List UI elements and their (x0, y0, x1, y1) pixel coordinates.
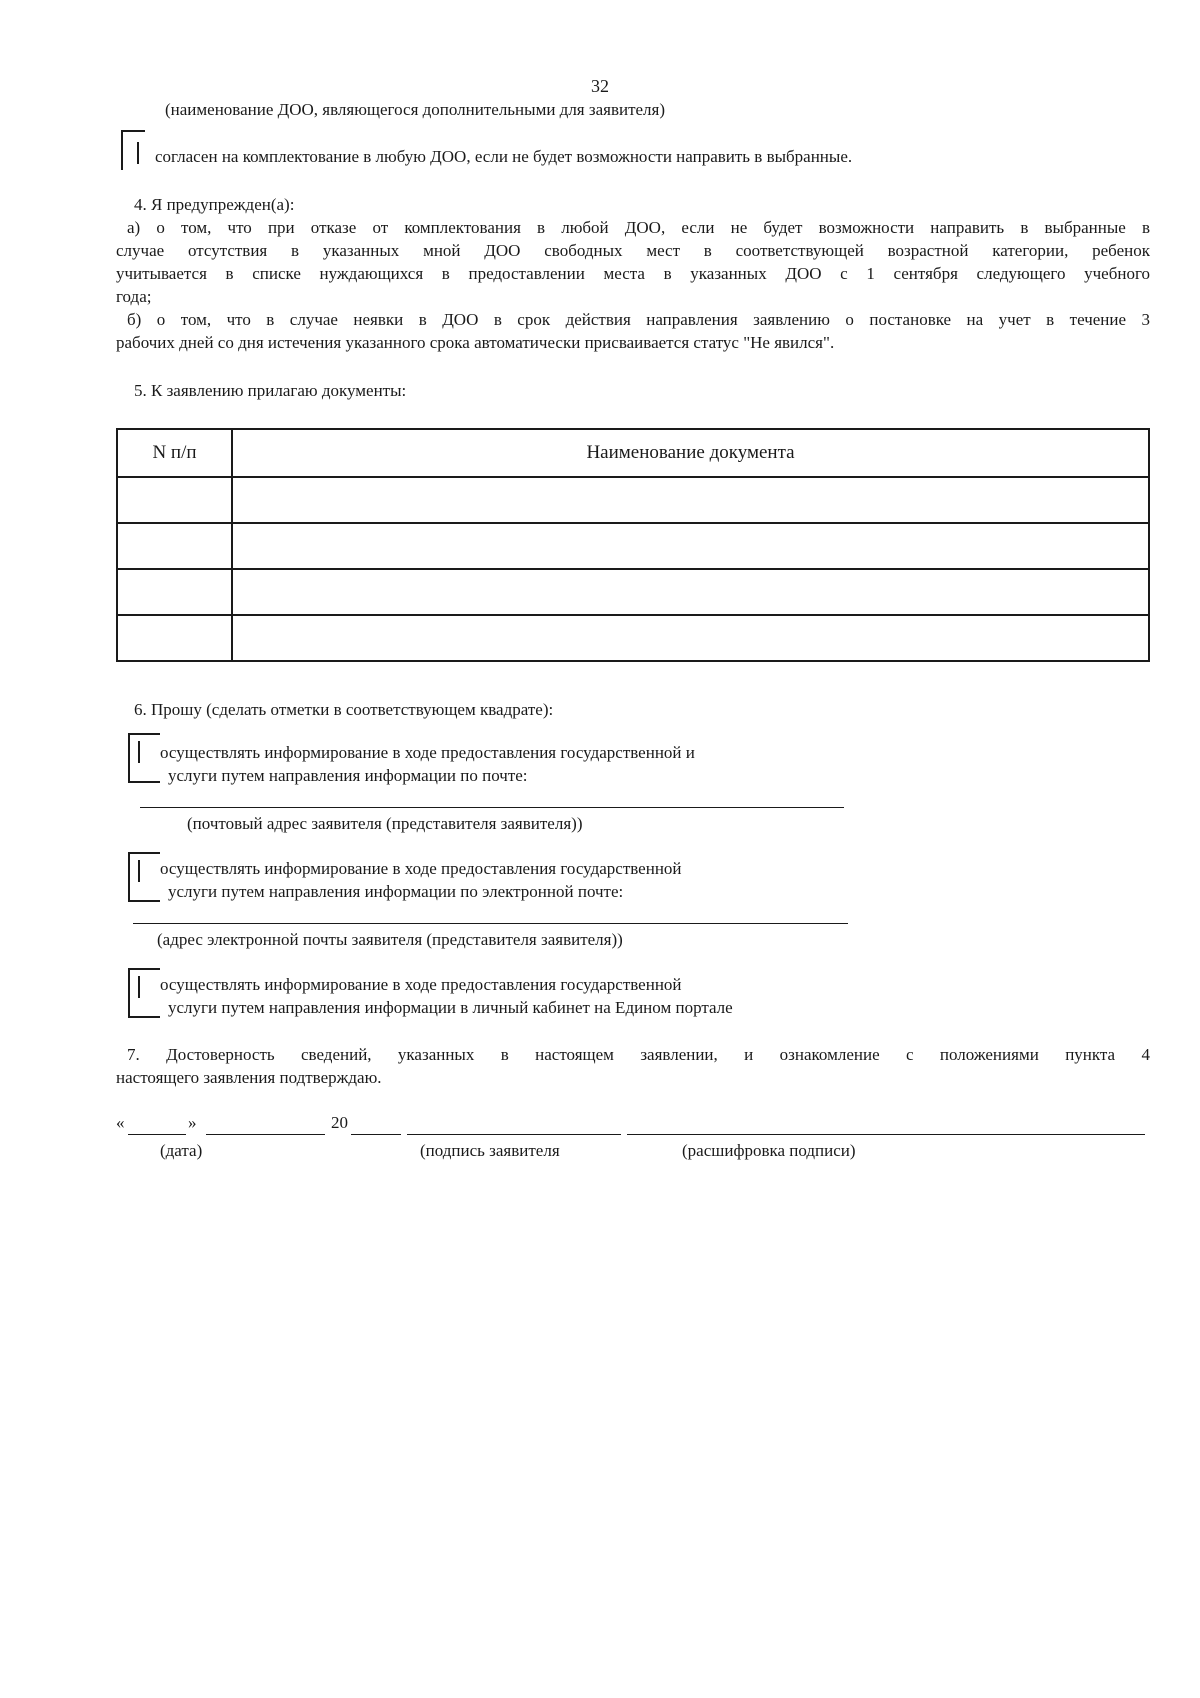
year-prefix: 20 (331, 1113, 348, 1132)
signature-line[interactable] (407, 1134, 621, 1135)
table-cell-document[interactable] (232, 615, 1149, 661)
section-7-line-2: настоящего заявления подтверждаю. (116, 1068, 382, 1087)
section-5-heading: 5. К заявлению прилагаю документы: (134, 381, 407, 400)
date-year-line[interactable] (351, 1134, 401, 1135)
table-cell-number[interactable] (117, 615, 232, 661)
checkbox-portal[interactable] (128, 968, 160, 1018)
option-email-line-1: осуществлять информирование в ходе предоставления государственной (160, 859, 682, 878)
table-header-number: N п/п (117, 429, 232, 477)
section-4a-line-4: года; (116, 287, 152, 306)
table-cell-document[interactable] (232, 569, 1149, 615)
postal-address-caption: (почтовый адрес заявителя (представителя заявителя)) (187, 814, 583, 833)
section-4a-line-2: случае отсутствия в указанных мной ДОО свободных мест в соответствующей возрастной категории, ребенок (116, 241, 1150, 260)
label-decoding: (расшифровка подписи) (682, 1141, 856, 1160)
option-email-line-2: услуги путем направления информации по электронной почте: (168, 882, 624, 901)
section-6-heading: 6. Прошу (сделать отметки в соответствующем квадрате): (134, 700, 554, 719)
checkbox-postal[interactable] (128, 733, 160, 783)
table-cell-document[interactable] (232, 477, 1149, 523)
date-open-quote: « (116, 1113, 125, 1132)
option-postal-line-1: осуществлять информирование в ходе предоставления государственной и (160, 743, 695, 762)
table-row (117, 569, 1149, 615)
table-row (117, 615, 1149, 661)
section-4a-line-3: учитывается в списке нуждающихся в предоставлении места в указанных ДОО с 1 сентября следующего учебного (116, 264, 1150, 283)
decoding-line[interactable] (627, 1134, 1145, 1135)
email-address-caption: (адрес электронной почты заявителя (представителя заявителя)) (157, 930, 623, 949)
table-cell-number[interactable] (117, 569, 232, 615)
section-4b-line-1: б) о том, что в случае неявки в ДОО в срок действия направления заявлению о постановке на учет в течение 3 (127, 310, 1150, 329)
email-address-line[interactable] (133, 923, 848, 924)
label-signature: (подпись заявителя (420, 1141, 560, 1160)
page-number: 32 (591, 76, 609, 96)
option-portal-line-2: услуги путем направления информации в личный кабинет на Едином портале (168, 998, 733, 1017)
date-month-line[interactable] (206, 1134, 325, 1135)
option-postal-line-2: услуги путем направления информации по почте: (168, 766, 528, 785)
label-date: (дата) (160, 1141, 203, 1160)
checkbox-agree[interactable] (121, 130, 145, 170)
section-3-caption: (наименование ДОО, являющегося дополнительными для заявителя) (165, 100, 666, 119)
section-4a-line-1: а) о том, что при отказе от комплектования в любой ДОО, если не будет возможности направить в выбранные в (127, 218, 1150, 237)
table-row (117, 523, 1149, 569)
table-header-row (117, 429, 1149, 477)
section-4-heading: 4. Я предупрежден(а): (134, 195, 295, 214)
option-portal-line-1: осуществлять информирование в ходе предоставления государственной (160, 975, 682, 994)
checkbox-email[interactable] (128, 852, 160, 902)
documents-table (116, 428, 1150, 662)
table-cell-number[interactable] (117, 477, 232, 523)
table-cell-document[interactable] (232, 523, 1149, 569)
section-7-line-1: 7. Достоверность сведений, указанных в настоящем заявлении, и ознакомление с положениями пункта 4 (127, 1045, 1150, 1064)
table-row (117, 477, 1149, 523)
postal-address-line[interactable] (140, 807, 844, 808)
date-day-line[interactable] (128, 1134, 186, 1135)
section-3-agree-text: согласен на комплектование в любую ДОО, если не будет возможности направить в выбранные. (155, 147, 853, 166)
table-cell-number[interactable] (117, 523, 232, 569)
date-close-quote: » (188, 1113, 197, 1132)
section-4b-line-2: рабочих дней со дня истечения указанного срока автоматически присваивается статус "Не явился". (116, 333, 835, 352)
table-header-document-name: Наименование документа (232, 429, 1149, 477)
